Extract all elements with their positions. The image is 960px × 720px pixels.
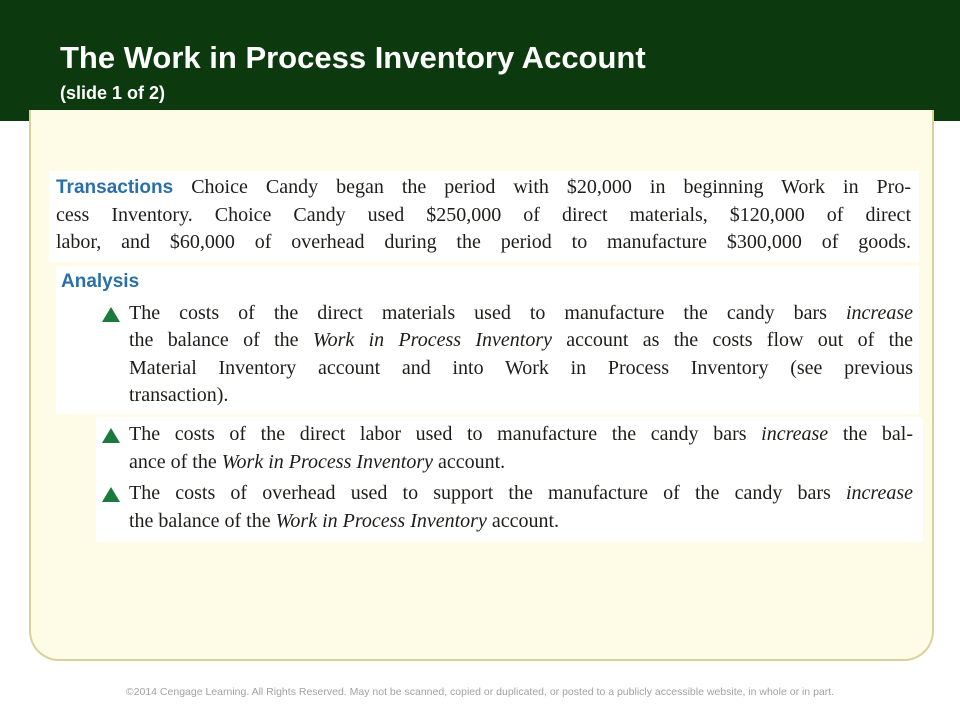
slide-title: The Work in Process Inventory Account	[60, 40, 646, 75]
bullet-3-text: account.	[486, 510, 560, 532]
bullet-1-line-1	[129, 300, 913, 328]
transactions-line-2: cess Inventory. Choice Candy used $250,000 of direct materials, $120,000 of direct	[56, 204, 911, 226]
bullet-1-line-2	[129, 327, 913, 355]
slide-header	[0, 0, 960, 121]
bullet-1-text: The costs of the direct materials used to manufacture the candy bars	[129, 302, 846, 324]
bullet-2-emphasis: increase	[761, 423, 829, 445]
bullet-2-emphasis: Work in Process Inventory	[221, 451, 433, 473]
bullet-2-text: account.	[432, 451, 506, 473]
triangle-up-icon	[102, 487, 120, 502]
bullet-1-emphasis: Work in Process Inventory	[312, 329, 552, 351]
bullet-1-text: the balance of the	[129, 329, 313, 351]
bullet-1-line-4: transaction).	[129, 384, 229, 406]
transactions-line-1	[56, 174, 911, 202]
triangle-up-icon	[102, 428, 120, 443]
bullet-1-text: account as the costs flow out of the	[551, 329, 914, 351]
bullet-2-line-1	[129, 421, 913, 449]
transactions-line-3: labor, and $60,000 of overhead during the period to manufacture $300,000 of goods.	[56, 231, 911, 253]
bullet-1-line-3: Material Inventory account and into Work in Process Inventory (see previous	[129, 357, 913, 379]
bullet-2-line-2	[129, 449, 505, 477]
bullet-3-line-2	[129, 508, 559, 536]
bullet-3-line-1	[129, 480, 913, 508]
bullet-2-text: ance of the	[129, 451, 222, 473]
bullet-3-text: the balance of the	[129, 510, 276, 532]
copyright-footer: ©2014 Cengage Learning. All Rights Reserved. May not be scanned, copied or duplicated, or posted to a publicly accessible website, in whole or in part.	[125, 686, 835, 698]
transactions-heading: Transactions	[56, 177, 174, 198]
analysis-box	[56, 266, 919, 414]
analysis-continued-box	[96, 417, 923, 542]
bullet-1-emphasis: increase	[845, 302, 913, 324]
transactions-box	[49, 171, 919, 262]
bullet-3-emphasis: Work in Process Inventory	[275, 510, 487, 532]
transactions-text-1: Choice Candy began the period with $20,000 in beginning Work in Pro-	[191, 176, 912, 198]
bullet-2-text: The costs of the direct labor used to manufacture the candy bars	[129, 423, 762, 445]
bullet-3-text: The costs of overhead used to support the manufacture of the candy bars	[129, 482, 846, 504]
triangle-up-icon	[102, 307, 120, 322]
bullet-2-text: the bal-	[828, 423, 913, 445]
slide-subtitle: (slide 1 of 2)	[60, 83, 166, 103]
bullet-3-emphasis: increase	[845, 482, 913, 504]
analysis-heading: Analysis	[61, 271, 140, 292]
